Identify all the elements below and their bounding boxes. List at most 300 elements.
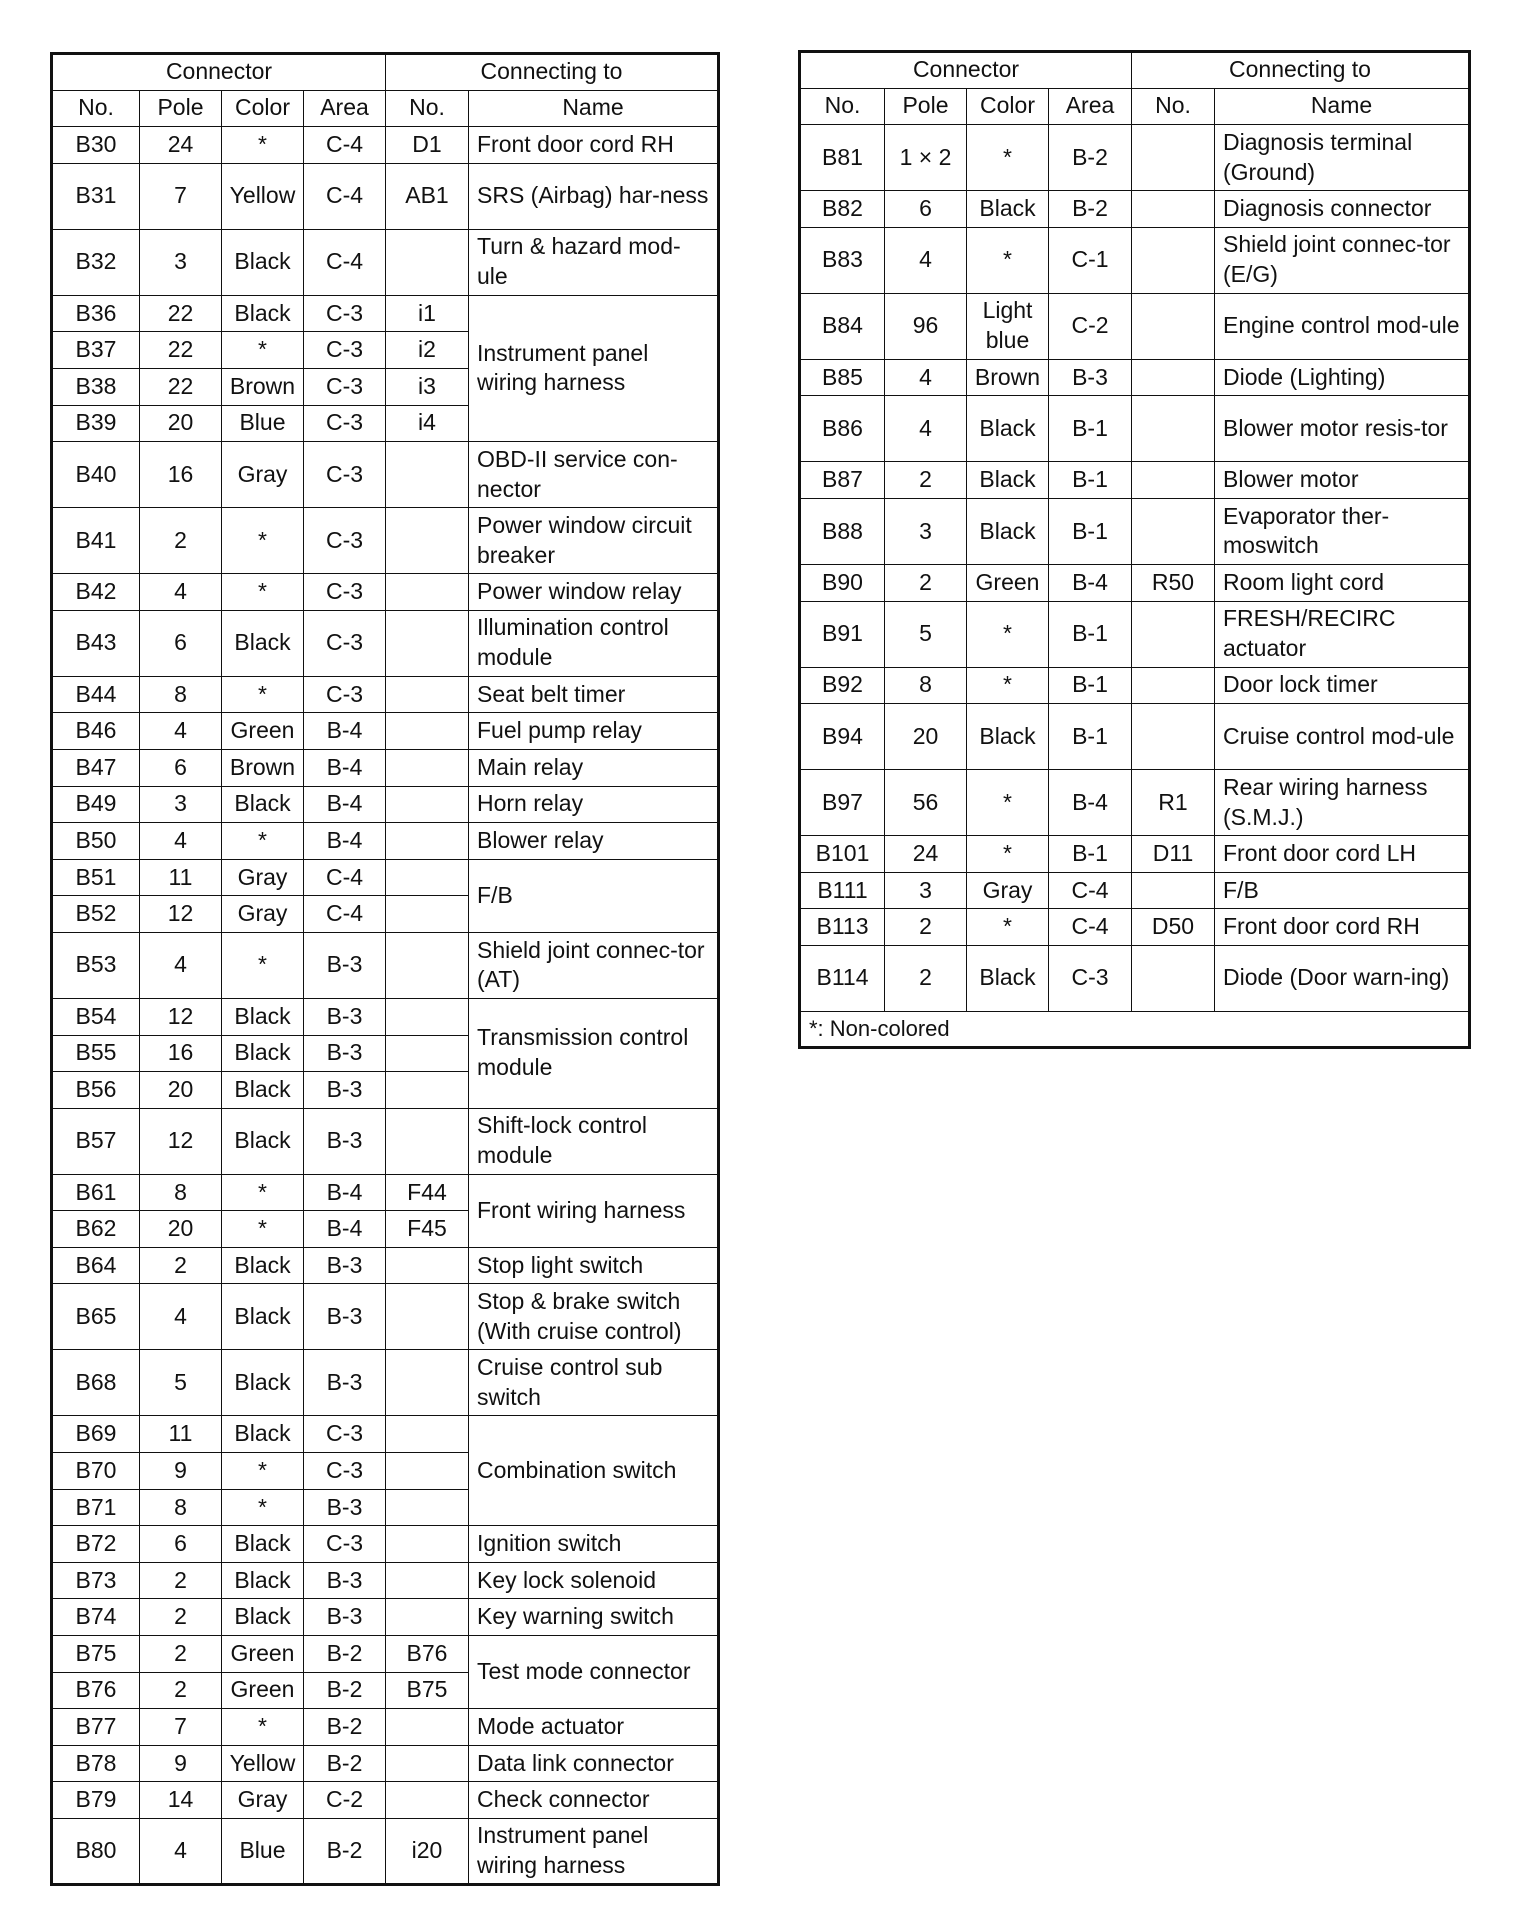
connector-no: B42 [52, 574, 140, 611]
pole-count: 4 [140, 713, 222, 750]
column-header-area: Area [304, 90, 386, 127]
connecting-to-name: Diagnosis terminal (Ground) [1215, 125, 1470, 191]
connecting-to-no [386, 1489, 469, 1526]
area-code: B-3 [304, 1035, 386, 1072]
pole-count: 22 [140, 332, 222, 369]
pole-count: 8 [140, 1489, 222, 1526]
area-code: B-3 [304, 998, 386, 1035]
area-code: B-3 [304, 1599, 386, 1636]
connecting-to-no: F44 [386, 1174, 469, 1211]
connector-no: B77 [52, 1709, 140, 1746]
pole-count: 8 [885, 667, 967, 704]
area-code: B-4 [1049, 770, 1132, 836]
connector-color: Black [222, 229, 304, 295]
connector-no: B38 [52, 368, 140, 405]
connector-color: * [222, 676, 304, 713]
connector-no: B32 [52, 229, 140, 295]
area-code: B-3 [304, 1284, 386, 1350]
connecting-to-no [386, 1599, 469, 1636]
pole-count: 7 [140, 1709, 222, 1746]
connector-no: B84 [800, 293, 885, 359]
pole-count: 2 [885, 564, 967, 601]
connector-color: * [967, 601, 1049, 667]
connecting-to-name: Illumination control module [469, 610, 719, 676]
header-column-row [800, 88, 1470, 125]
connecting-to-no [386, 1284, 469, 1350]
pole-count: 2 [140, 1672, 222, 1709]
connecting-to-no: R1 [1132, 770, 1215, 836]
connector-no: B50 [52, 823, 140, 860]
connector-no: B55 [52, 1035, 140, 1072]
column-header-pole: Pole [140, 90, 222, 127]
connector-no: B91 [800, 601, 885, 667]
connecting-to-name: Main relay [469, 749, 719, 786]
connector-color: Black [222, 1035, 304, 1072]
table-row [800, 191, 1470, 228]
connector-color: Black [222, 1247, 304, 1284]
connecting-to-name: Ignition switch [469, 1526, 719, 1563]
connecting-to-no [386, 1709, 469, 1746]
connecting-to-no: R50 [1132, 564, 1215, 601]
table-row [52, 574, 719, 611]
connecting-to-name: Blower motor resis-tor [1215, 396, 1470, 462]
pole-count: 5 [885, 601, 967, 667]
connecting-to-name: Combination switch [469, 1416, 719, 1526]
connecting-to-no [386, 508, 469, 574]
connector-no: B56 [52, 1072, 140, 1109]
connector-color: Blue [222, 405, 304, 442]
pole-count: 12 [140, 1108, 222, 1174]
connecting-to-no: AB1 [386, 163, 469, 229]
connecting-to-name: Blower motor [1215, 462, 1470, 499]
table-row [800, 396, 1470, 462]
connecting-to-no [386, 786, 469, 823]
pole-count: 6 [140, 610, 222, 676]
table-row [52, 859, 719, 896]
table-row [52, 1599, 719, 1636]
pole-count: 11 [140, 859, 222, 896]
area-code: C-4 [304, 229, 386, 295]
connecting-to-no [386, 676, 469, 713]
connector-no: B61 [52, 1174, 140, 1211]
area-code: B-3 [304, 1247, 386, 1284]
table-row [52, 1709, 719, 1746]
area-code: B-2 [304, 1672, 386, 1709]
area-code: B-2 [1049, 125, 1132, 191]
connecting-to-no [1132, 293, 1215, 359]
connector-no: B39 [52, 405, 140, 442]
pole-count: 16 [140, 442, 222, 508]
connecting-to-name: Diode (Door warn-ing) [1215, 945, 1470, 1011]
pole-count: 2 [885, 462, 967, 499]
area-code: B-3 [304, 1072, 386, 1109]
table-row [800, 872, 1470, 909]
connecting-to-name: Room light cord [1215, 564, 1470, 601]
table-row [52, 932, 719, 998]
connector-no: B85 [800, 359, 885, 396]
connector-no: B76 [52, 1672, 140, 1709]
connector-no: B64 [52, 1247, 140, 1284]
connector-color: Green [222, 713, 304, 750]
connecting-to-name: Power window circuit breaker [469, 508, 719, 574]
connecting-to-no [386, 749, 469, 786]
connector-no: B111 [800, 872, 885, 909]
area-code: B-4 [304, 786, 386, 823]
connecting-to-name: Cruise control mod-ule [1215, 704, 1470, 770]
pole-count: 20 [140, 1211, 222, 1248]
column-header-name: Name [1215, 88, 1470, 125]
connecting-to-no [386, 1108, 469, 1174]
connector-no: B75 [52, 1636, 140, 1673]
table-row [800, 227, 1470, 293]
connector-no: B80 [52, 1819, 140, 1885]
connector-color: Black [222, 1350, 304, 1416]
connector-no: B62 [52, 1211, 140, 1248]
connecting-to-no [1132, 601, 1215, 667]
area-code: B-2 [304, 1819, 386, 1885]
table-row [52, 1745, 719, 1782]
connecting-to-no [386, 1350, 469, 1416]
area-code: B-2 [304, 1709, 386, 1746]
table-row [52, 127, 719, 164]
connecting-to-group-header: Connecting to [1132, 52, 1470, 89]
pole-count: 20 [140, 1072, 222, 1109]
connector-no: B36 [52, 295, 140, 332]
connecting-to-name: SRS (Airbag) har-ness [469, 163, 719, 229]
column-header-area: Area [1049, 88, 1132, 125]
pole-count: 2 [140, 1636, 222, 1673]
connector-color: Black [222, 1562, 304, 1599]
connector-no: B81 [800, 125, 885, 191]
connecting-to-name: Front wiring harness [469, 1174, 719, 1247]
area-code: C-3 [304, 442, 386, 508]
connecting-to-no: i20 [386, 1819, 469, 1885]
area-code: B-3 [304, 932, 386, 998]
connector-color: * [222, 127, 304, 164]
table-row [52, 1108, 719, 1174]
column-header-pole: Pole [885, 88, 967, 125]
table-row [52, 1636, 719, 1673]
column-header-color: Color [222, 90, 304, 127]
area-code: C-3 [304, 1526, 386, 1563]
pole-count: 12 [140, 998, 222, 1035]
area-code: B-4 [304, 1211, 386, 1248]
pole-count: 4 [885, 227, 967, 293]
pole-count: 11 [140, 1416, 222, 1453]
header-column-row [52, 90, 719, 127]
connector-color: * [967, 667, 1049, 704]
connector-no: B49 [52, 786, 140, 823]
area-code: C-3 [304, 295, 386, 332]
connecting-to-name: Evaporator ther-moswitch [1215, 498, 1470, 564]
area-code: B-3 [304, 1489, 386, 1526]
pole-count: 12 [140, 896, 222, 933]
connecting-to-no [1132, 667, 1215, 704]
connector-color: * [222, 508, 304, 574]
connector-no: B82 [800, 191, 885, 228]
connecting-to-no [1132, 191, 1215, 228]
area-code: B-1 [1049, 601, 1132, 667]
table-row [52, 442, 719, 508]
pole-count: 2 [885, 945, 967, 1011]
connecting-to-no: i2 [386, 332, 469, 369]
column-header-name: Name [469, 90, 719, 127]
connector-no: B37 [52, 332, 140, 369]
table-row [52, 610, 719, 676]
connecting-to-name: Stop light switch [469, 1247, 719, 1284]
connector-color: Black [967, 396, 1049, 462]
connector-group-header: Connector [800, 52, 1132, 89]
pole-count: 6 [140, 749, 222, 786]
connector-no: B68 [52, 1350, 140, 1416]
connector-no: B94 [800, 704, 885, 770]
area-code: C-4 [304, 127, 386, 164]
pole-count: 4 [885, 359, 967, 396]
connector-color: * [222, 332, 304, 369]
connector-color: Black [222, 610, 304, 676]
connecting-to-no: F45 [386, 1211, 469, 1248]
connector-no: B53 [52, 932, 140, 998]
connecting-to-no [1132, 125, 1215, 191]
column-header-no: No. [800, 88, 885, 125]
table-row [800, 770, 1470, 836]
table-row [52, 295, 719, 332]
connector-no: B83 [800, 227, 885, 293]
connector-color: * [222, 1211, 304, 1248]
connector-color: Gray [222, 442, 304, 508]
connector-color: * [222, 1174, 304, 1211]
area-code: B-4 [304, 749, 386, 786]
connector-color: Yellow [222, 163, 304, 229]
table-row [52, 786, 719, 823]
table-row [800, 601, 1470, 667]
connector-color: Black [967, 498, 1049, 564]
connector-no: B54 [52, 998, 140, 1035]
connector-color: Green [967, 564, 1049, 601]
connecting-to-name: Check connector [469, 1782, 719, 1819]
table-row [52, 713, 719, 750]
connecting-to-no [1132, 872, 1215, 909]
connector-no: B101 [800, 836, 885, 873]
pole-count: 3 [885, 872, 967, 909]
table-row [52, 1562, 719, 1599]
connector-color: * [967, 770, 1049, 836]
table-row [52, 163, 719, 229]
table-row [52, 1526, 719, 1563]
connecting-to-no [1132, 704, 1215, 770]
connector-no: B43 [52, 610, 140, 676]
connecting-to-no [386, 574, 469, 611]
connector-color: Black [222, 786, 304, 823]
pole-count: 4 [885, 396, 967, 462]
table-row [800, 704, 1470, 770]
connecting-to-no: D50 [1132, 909, 1215, 946]
pole-count: 4 [140, 1819, 222, 1885]
connector-table-left [50, 52, 720, 1886]
connecting-to-name: FRESH/RECIRC actuator [1215, 601, 1470, 667]
connecting-to-name: Shift-lock control module [469, 1108, 719, 1174]
connecting-to-no: D11 [1132, 836, 1215, 873]
connector-color: Black [967, 945, 1049, 1011]
area-code: C-3 [304, 508, 386, 574]
connecting-to-no: B76 [386, 1636, 469, 1673]
connector-color: Black [222, 998, 304, 1035]
connector-color: * [222, 932, 304, 998]
pole-count: 3 [140, 229, 222, 295]
table-row [52, 229, 719, 295]
table-row [800, 462, 1470, 499]
connecting-to-name: Engine control mod-ule [1215, 293, 1470, 359]
pole-count: 4 [140, 932, 222, 998]
pole-count: 1 × 2 [885, 125, 967, 191]
connecting-to-name: Fuel pump relay [469, 713, 719, 750]
connector-color: Black [222, 295, 304, 332]
connector-color: Brown [222, 368, 304, 405]
connector-color: Brown [967, 359, 1049, 396]
area-code: B-1 [1049, 836, 1132, 873]
connecting-to-no: i4 [386, 405, 469, 442]
connecting-to-name: Rear wiring harness (S.M.J.) [1215, 770, 1470, 836]
area-code: B-3 [304, 1108, 386, 1174]
connecting-to-no [386, 1072, 469, 1109]
area-code: C-4 [304, 859, 386, 896]
area-code: C-3 [304, 610, 386, 676]
pole-count: 4 [140, 1284, 222, 1350]
connector-no: B65 [52, 1284, 140, 1350]
connector-color: Black [967, 191, 1049, 228]
connector-no: B52 [52, 896, 140, 933]
pole-count: 2 [140, 1599, 222, 1636]
pole-count: 4 [140, 574, 222, 611]
table-row [52, 1247, 719, 1284]
connector-no: B73 [52, 1562, 140, 1599]
connector-no: B97 [800, 770, 885, 836]
connector-color: Black [222, 1072, 304, 1109]
pole-count: 3 [140, 786, 222, 823]
pole-count: 2 [885, 909, 967, 946]
connector-color: * [967, 125, 1049, 191]
connecting-to-no [386, 610, 469, 676]
connector-no: B44 [52, 676, 140, 713]
connector-color: Brown [222, 749, 304, 786]
column-header-to-no: No. [386, 90, 469, 127]
footnote: *: Non-colored [800, 1011, 1470, 1047]
connector-group-header: Connector [52, 54, 386, 91]
connector-color: Black [222, 1526, 304, 1563]
connector-color: Black [967, 704, 1049, 770]
connecting-to-name: F/B [469, 859, 719, 932]
connector-no: B51 [52, 859, 140, 896]
connector-no: B86 [800, 396, 885, 462]
connector-no: B114 [800, 945, 885, 1011]
connector-no: B79 [52, 1782, 140, 1819]
connector-color: Black [222, 1108, 304, 1174]
pole-count: 2 [140, 508, 222, 574]
table-row [52, 676, 719, 713]
connector-color: * [967, 227, 1049, 293]
connecting-to-no [386, 1562, 469, 1599]
connector-color: Black [222, 1284, 304, 1350]
connecting-to-no [1132, 498, 1215, 564]
area-code: C-1 [1049, 227, 1132, 293]
connecting-to-name: Key warning switch [469, 1599, 719, 1636]
pole-count: 24 [140, 127, 222, 164]
connecting-to-no [386, 859, 469, 896]
connecting-to-no [386, 1247, 469, 1284]
connector-color: Black [967, 462, 1049, 499]
connecting-to-name: Mode actuator [469, 1709, 719, 1746]
connector-color: * [222, 574, 304, 611]
area-code: B-3 [1049, 359, 1132, 396]
pole-count: 14 [140, 1782, 222, 1819]
area-code: B-2 [304, 1636, 386, 1673]
table-row [800, 945, 1470, 1011]
connecting-to-name: Instrument panel wiring harness [469, 1819, 719, 1885]
connecting-to-name: OBD-II service con-nector [469, 442, 719, 508]
pole-count: 56 [885, 770, 967, 836]
connecting-to-no [386, 1035, 469, 1072]
connecting-to-no [1132, 227, 1215, 293]
connecting-to-name: Transmission control module [469, 998, 719, 1108]
connecting-to-name: Door lock timer [1215, 667, 1470, 704]
connector-table-right [798, 50, 1471, 1049]
connector-no: B90 [800, 564, 885, 601]
area-code: B-1 [1049, 667, 1132, 704]
footnote-row [800, 1011, 1470, 1047]
table-row [52, 1350, 719, 1416]
connecting-to-no [386, 1745, 469, 1782]
area-code: B-4 [304, 1174, 386, 1211]
table-row [52, 749, 719, 786]
table-row [800, 498, 1470, 564]
table-row [800, 125, 1470, 191]
connector-color: * [222, 1453, 304, 1490]
connecting-to-no [1132, 462, 1215, 499]
connecting-to-no [386, 998, 469, 1035]
connecting-to-name: Seat belt timer [469, 676, 719, 713]
area-code: B-3 [304, 1350, 386, 1416]
connecting-to-name: Key lock solenoid [469, 1562, 719, 1599]
connector-color: * [967, 909, 1049, 946]
area-code: C-4 [304, 163, 386, 229]
area-code: C-3 [304, 332, 386, 369]
pole-count: 5 [140, 1350, 222, 1416]
connector-color: * [222, 823, 304, 860]
connector-no: B92 [800, 667, 885, 704]
connector-no: B46 [52, 713, 140, 750]
connecting-to-name: Data link connector [469, 1745, 719, 1782]
pole-count: 16 [140, 1035, 222, 1072]
area-code: B-2 [1049, 191, 1132, 228]
connecting-to-name: Shield joint connec-tor (AT) [469, 932, 719, 998]
connector-color: Green [222, 1672, 304, 1709]
pole-count: 9 [140, 1453, 222, 1490]
area-code: C-2 [304, 1782, 386, 1819]
area-code: C-4 [304, 896, 386, 933]
area-code: C-4 [1049, 909, 1132, 946]
connecting-to-name: Front door cord RH [469, 127, 719, 164]
connecting-to-no [386, 1416, 469, 1453]
connector-no: B78 [52, 1745, 140, 1782]
table-row [52, 1284, 719, 1350]
connector-color: Black [222, 1416, 304, 1453]
connecting-to-no: D1 [386, 127, 469, 164]
connecting-to-group-header: Connecting to [386, 54, 719, 91]
connector-no: B71 [52, 1489, 140, 1526]
connecting-to-no: B75 [386, 1672, 469, 1709]
connector-color: Green [222, 1636, 304, 1673]
connecting-to-no [386, 896, 469, 933]
